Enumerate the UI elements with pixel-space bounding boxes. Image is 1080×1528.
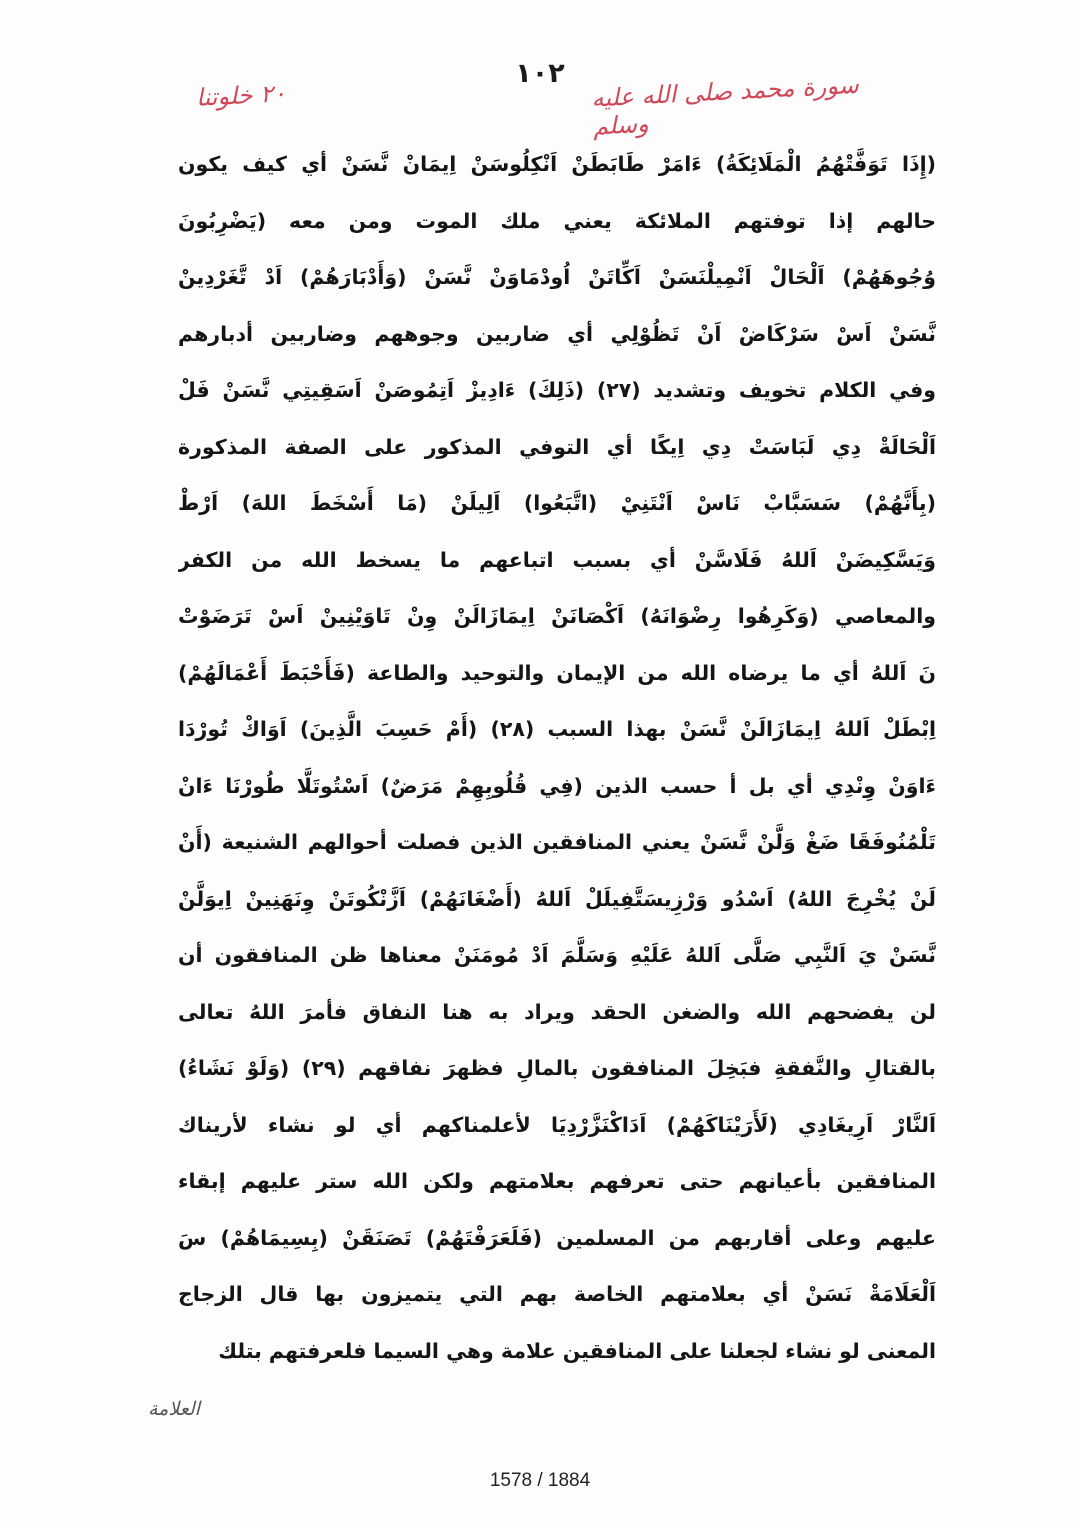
text-line: ءَاوَنْ وِنْدِي أي بل أ حسب الذين (فِي قُلُوبِهِمْ مَرَضٌ) اَسْتُوتَلَّا طُورْنَا ءَانْ — [178, 773, 936, 798]
text-line: بالقتالِ والنَّفقةِ فبَخِلَ المنافقون بالمالِ فظهرَ نفاقهم (٢٩) (وَلَوْ نَشَاءُ) — [178, 1056, 936, 1080]
handwritten-note-left: ٢٠ خلوتنا — [195, 79, 287, 112]
text-line: والمعاصي (وَكَرِهُوا رِضْوَانَهُ) اَكْصَانَنْ اِيمَازَالَنْ وِنْ تَاوَيْنِينْ اَسْ تَرَضَوْتْ — [178, 604, 936, 628]
text-line: لَنْ يُخْرِجَ اللهُ) اَسْدُو وَرْزِيسَتَّفِيلَلْ اَللهُ (أَضْغَانَهُمْ) اَزَّنْكُوتَنْ وِنَهَنِينْ اِيوَلَّنْ — [178, 886, 936, 911]
text-line: اَلْحَالَةْ دِي لَبَاسَتْ دِي اِيكًا أي التوفي المذكور على الصفة المذكورة — [178, 434, 936, 459]
handwritten-surah-title: سورة محمد صلى الله عليه وسلم — [590, 70, 860, 141]
text-line: المعنى لو نشاء لجعلنا على المنافقين علامة وهي السيما فلعرفتهم بتلك — [218, 1338, 936, 1363]
page-number: ١٠٢ — [515, 58, 565, 89]
text-line: عليهم وعلى أقاربهم من المسلمين (فَلَعَرَفْتَهُمْ) تَصَنَقَنْ (بِسِيمَاهُمْ) سَ — [178, 1225, 936, 1250]
text-line: نَّسَنْ يَ اَلنَّبِي صَلَّى اَللهُ عَلَيْهِ وَسَلَّمَ اَدْ مُومَنَنْ معناها ظن المنافقون أن — [178, 943, 936, 967]
text-line: تَلْمُنُوفَقَا ضَغْ وَلَّنْ نَّسَنْ يعني المنافقين الذين فصلت أحوالهم الشنيعة (أَنْ — [178, 830, 936, 854]
body-text — [178, 136, 936, 1379]
catchword: العلامة — [148, 1398, 200, 1420]
text-line: اَلنَّارْ اَرِيغَادِي (لَأَرَيْنَاكَهُمْ) اَدَاكْنَزَّرْدِيَا لأعلمناكهم أي لو نشاء لأريناك — [178, 1112, 936, 1137]
text-line: وُجُوهَهُمْ) اَلْحَالْ اَنْمِيلْنَسَنْ اَكِّاتَنْ اُودْمَاوَنْ نَّسَنْ (وَأَدْبَارَهُمْ) اَدْ تَّغَرْدِينْ — [178, 265, 936, 289]
text-line: وفي الكلام تخويف وتشديد (٢٧) (ذَلِكَ) ءَادِيزْ اَتِمُوصَنْ اَسَقِيتِي نَّسَنْ فَلْ — [178, 378, 936, 402]
text-line: اِبْطَلْ اَللهُ اِيمَازَالَنْ نَّسَنْ بهذا السبب (٢٨) (أَمْ حَسِبَ الَّذِينَ) اَوَاكْ تُورْدَا — [178, 717, 936, 741]
page-counter: 1578 / 1884 — [489, 1470, 591, 1491]
text-line: نَ اَللهُ أي ما يرضاه الله من الإيمان والتوحيد والطاعة (فَأَحْبَطَ أَعْمَالَهُمْ) — [178, 660, 936, 685]
text-line: (إِذَا تَوَفَّتْهُمُ الْمَلَائِكَةُ) ءَامَرْ طَابَطَنْ اَنْكِلُوسَنْ اِيمَانْ نَّسَنْ أي كيف يكون — [178, 152, 936, 176]
text-line: المنافقين بأعيانهم حتى تعرفهم بعلامتهم ولكن الله ستر عليهم إبقاء — [178, 1169, 936, 1193]
text-line: وَيَسَّكِيضَنْ اَللهُ فَلَاسَّنْ أي بسبب اتباعهم ما يسخط الله من الكفر — [178, 547, 936, 572]
text-line: (بِأَنَّهُمْ) سَسَبَّابْ نَاسْ اَنْتَنِيْ (اتَّبَعُوا) اَلِيلَنْ (مَا أَسْخَطَ اللهَ) اَرْطْ — [178, 491, 936, 515]
text-line: لن يفضحهم الله والضغن الحقد ويراد به هنا النفاق فأمرَ اللهُ تعالى — [178, 999, 936, 1024]
text-line: نَّسَنْ اَسْ سَرْكَاضْ اَنْ تَظُوْلِي أي ضاربين وجوههم وضاربين أدبارهم — [178, 321, 936, 346]
text-line: اَلْعَلَامَةْ نَسَنْ أي بعلامتهم الخاصة بهم التي يتميزون بها قال الزجاج — [178, 1282, 936, 1306]
text-line: حالهم إذا توفتهم الملائكة يعني ملك الموت ومن معه (يَضْرِبُونَ — [178, 208, 936, 233]
